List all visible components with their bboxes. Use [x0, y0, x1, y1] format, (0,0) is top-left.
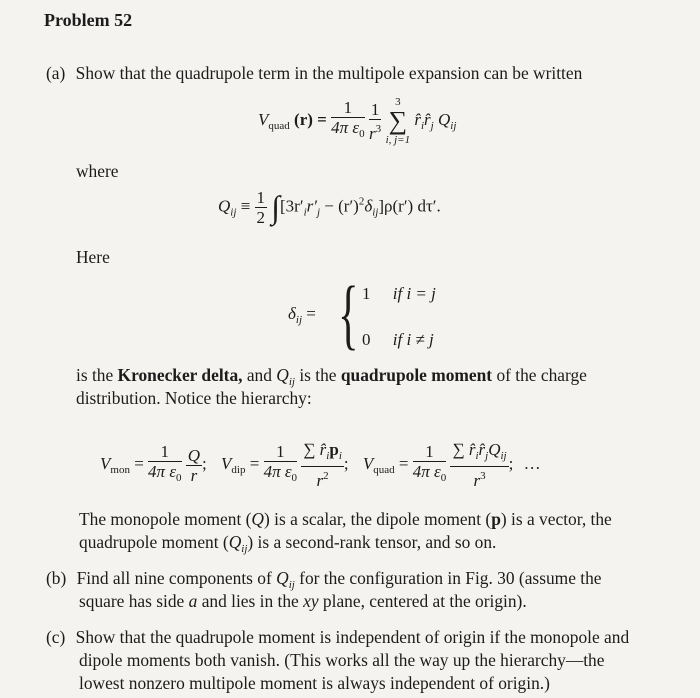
part-c-line-2: dipole moments both vanish. (This works all the way up the hierarchy—the	[79, 650, 605, 670]
part-b-line-2: square has side a and lies in the xy plane, centered at the origin).	[79, 591, 527, 611]
vdip-term: $V_{dip}$ = $\frac{1}{4\pi \varepsilon_0}$ $\frac{\sum r̂_ip_i}{r^2}$ ;	[221, 440, 349, 490]
vmon-term: $V_{mon}$ = $\frac{1}{4\pi \varepsilon_0}$ $\frac{Q}{r}$ ;	[100, 442, 207, 485]
part-a-text: Show that the quadrupole term in the multipole expansion can be written	[75, 63, 583, 83]
qij-equation: $Q_{ij}$ ≡ $\frac{1}{2}$ $\int[3r'_ir'_j - (r')^2\delta_{ij}]\rho(r')$ dτ′.	[218, 188, 441, 227]
part-c-line-3: lowest nonzero multipole moment is always independent of origin.)	[79, 673, 550, 693]
part-b-label: (b)	[46, 568, 67, 588]
hierarchy-equations	[100, 440, 541, 490]
vquad-sum: 3 ∑ i, j=1	[385, 96, 411, 146]
monopole-line-2: quadrupole moment $(Q_{ij})$ is a second-rank tensor, and so on.	[79, 532, 497, 555]
vquad-term: $V_{quad}$ = $\frac{1}{4\pi \varepsilon_0}$ $\frac{\sum r̂_ir̂_jQ_{ij}}{r^3}$ ; …	[362, 440, 541, 490]
delta-case-1: 1 if i = j	[362, 284, 436, 303]
delta-case-2: 0 if i ≠ j	[362, 330, 434, 349]
vquad-equation: $V_{quad}$ (r) = $\frac{1}{4\pi \varepsilon_0}$ $\frac{1}{r^3}$ 3 ∑ i, j=1 $r̂_ir̂_j$ $Q_{ij}$	[258, 96, 457, 146]
part-c-label: (c)	[46, 627, 66, 647]
kronecker-line-2: distribution. Notice the hierarchy:	[76, 388, 312, 408]
part-a-intro	[46, 62, 582, 85]
delta-brace: {	[338, 270, 359, 357]
part-c-line-1: (c) Show that the quadrupole moment is independent of origin if the monopole and	[46, 627, 630, 647]
part-b-line-1: (b) Find all nine components of $Q_{ij}$ for the configuration in Fig. 30 (assume the	[46, 568, 602, 591]
here-label: Here	[76, 247, 110, 267]
kronecker-line-1: is the Kronecker delta, and $Q_{ij}$ is the quadrupole moment of the charge	[76, 365, 587, 388]
delta-lhs: $\delta_{ij}$ =	[288, 304, 316, 326]
vquad-lhs: V	[258, 109, 269, 129]
vquad-Q: Q	[437, 109, 451, 129]
vquad-frac-1: $\frac{1}{4\pi \varepsilon_0}$	[331, 98, 365, 140]
integral-sign: ∫	[271, 189, 281, 225]
vquad-arg: (r) =	[294, 109, 327, 129]
monopole-line-1: The monopole moment (Q) is a scalar, the dipole moment (p) is a vector, the	[79, 509, 612, 529]
qij-half: $\frac{1}{2}$	[256, 188, 265, 227]
vquad-frac-2: $\frac{1}{r^3}$	[369, 99, 382, 143]
vquad-lhs-sub: quad	[268, 119, 290, 132]
where-label: where	[76, 161, 119, 181]
problem-title: Problem 52	[44, 10, 133, 30]
part-a-label: (a)	[46, 63, 66, 83]
